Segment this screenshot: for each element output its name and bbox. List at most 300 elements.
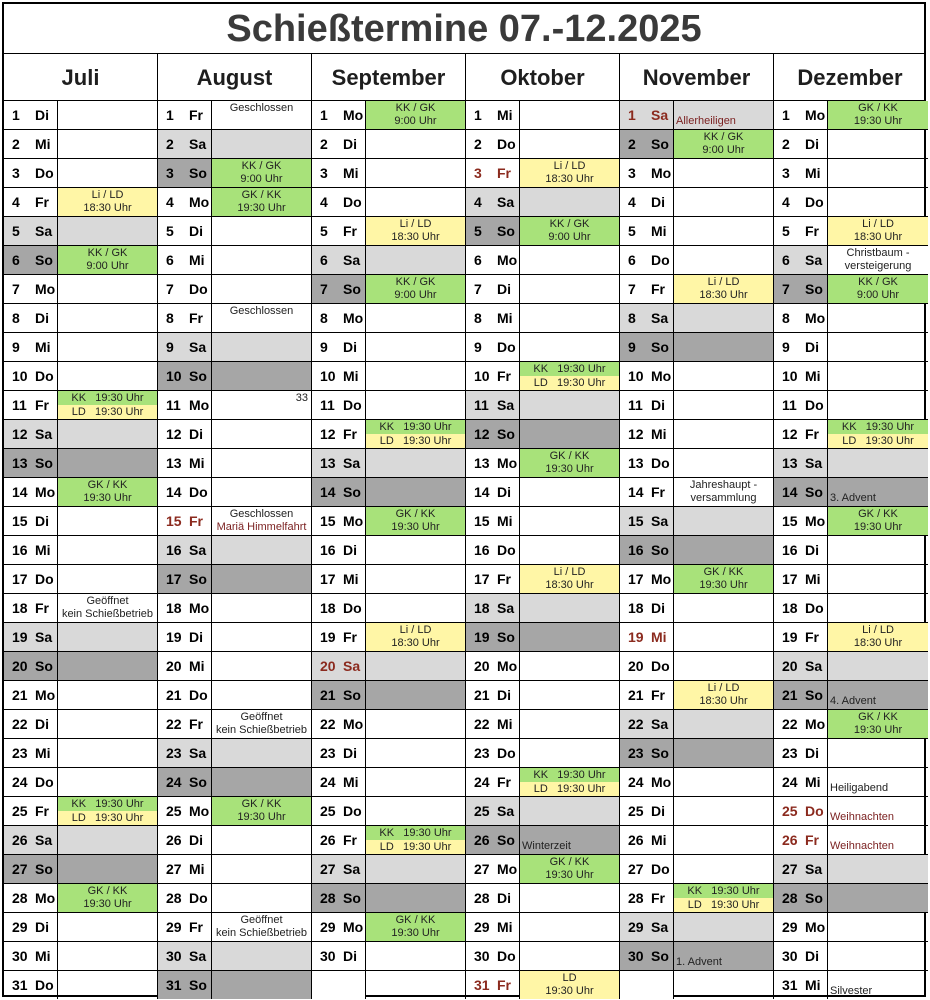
day-number: 26 [628, 832, 644, 848]
event-cell [828, 536, 928, 564]
weekday: Mi [805, 571, 821, 587]
day-row [4, 681, 158, 710]
event-cell [520, 913, 620, 941]
weekday: Di [805, 136, 819, 152]
day-number: 30 [166, 948, 182, 964]
weekday: So [497, 223, 515, 239]
day-cell [620, 884, 674, 912]
day-number: 7 [12, 281, 20, 297]
day-number: 28 [320, 890, 336, 906]
event-cell [828, 826, 928, 854]
day-cell [774, 710, 828, 738]
day-number: 5 [474, 223, 482, 239]
day-number: 4 [320, 194, 328, 210]
day-cell [466, 710, 520, 738]
event-cell [212, 362, 312, 390]
event-cell [674, 391, 774, 419]
event-cell [674, 420, 774, 448]
weekday: Do [805, 397, 824, 413]
weekday: Di [497, 687, 511, 703]
weekday: Mi [343, 368, 359, 384]
day-row [4, 217, 158, 246]
event-cell [520, 130, 620, 158]
weekday: So [651, 136, 669, 152]
event-cell [520, 159, 620, 187]
day-row [158, 768, 312, 797]
day-cell [312, 275, 366, 303]
event-cell [58, 826, 158, 854]
weekday: Mi [805, 977, 821, 993]
event-cell [58, 681, 158, 709]
event-text: versammlung [690, 492, 757, 504]
day-number: 8 [320, 310, 328, 326]
day-cell [158, 391, 212, 419]
day-row [4, 420, 158, 449]
day-number: 1 [782, 107, 790, 123]
day-number: 25 [166, 803, 182, 819]
day-row [620, 565, 774, 594]
weekday: So [189, 977, 207, 993]
event-cell [212, 420, 312, 448]
day-row [312, 275, 466, 304]
event-text: 9:00 Uhr [702, 144, 745, 156]
day-cell [774, 652, 828, 680]
day-number: 29 [12, 919, 28, 935]
day-number: 30 [12, 948, 28, 964]
day-cell [4, 594, 58, 622]
day-number: 3 [320, 165, 328, 181]
event-cell [58, 884, 158, 912]
day-cell [312, 594, 366, 622]
day-row [312, 246, 466, 275]
event-cell [366, 913, 466, 941]
day-row [312, 884, 466, 913]
month-column-september [312, 101, 466, 997]
weekday: Do [343, 600, 362, 616]
event-cell [674, 449, 774, 477]
day-number: 24 [166, 774, 182, 790]
event-cell [828, 449, 928, 477]
weekday: Mi [497, 310, 513, 326]
event-cell [520, 884, 620, 912]
day-cell [774, 391, 828, 419]
event-cell [828, 275, 928, 303]
weekday: Sa [343, 861, 361, 877]
event-cell [366, 942, 466, 970]
day-cell [158, 478, 212, 506]
event-cell [366, 884, 466, 912]
day-cell [312, 188, 366, 216]
event-note: 3. Advent [830, 492, 876, 504]
day-cell [158, 768, 212, 796]
event-cell [366, 188, 466, 216]
event-cell [520, 188, 620, 216]
event-cell [366, 478, 466, 506]
weekday: Mo [189, 803, 210, 819]
event-cell [366, 826, 466, 854]
event-cell [674, 971, 774, 999]
day-cell [620, 159, 674, 187]
event-text: 19:30 Uhr [391, 521, 440, 533]
day-row [158, 449, 312, 478]
day-number: 5 [12, 223, 20, 239]
day-row [774, 130, 928, 159]
month-header-dezember: Dezember [774, 54, 926, 101]
event-text: Geöffnet [240, 914, 283, 926]
day-number: 22 [782, 716, 798, 732]
day-row [774, 623, 928, 652]
day-row [620, 594, 774, 623]
weekday: Fr [805, 426, 819, 442]
day-row [466, 391, 620, 420]
day-number: 12 [628, 426, 644, 442]
day-cell [620, 826, 674, 854]
event-cell [58, 159, 158, 187]
day-cell [4, 913, 58, 941]
day-number: 23 [474, 745, 490, 761]
day-number: 19 [320, 629, 336, 645]
weekday: Do [805, 194, 824, 210]
day-cell [4, 333, 58, 361]
event-cell [674, 710, 774, 738]
month-column-oktober [466, 101, 620, 997]
weekday: Sa [343, 252, 361, 268]
day-cell [774, 420, 828, 448]
event-cell [828, 652, 928, 680]
event-cell [58, 594, 158, 622]
day-cell [466, 652, 520, 680]
day-row [774, 217, 928, 246]
day-number: 25 [474, 803, 490, 819]
weekday: Di [35, 107, 49, 123]
weekday: Mi [343, 165, 359, 181]
day-number: 2 [474, 136, 482, 152]
event-cell [828, 217, 928, 245]
day-row [620, 681, 774, 710]
day-row [158, 971, 312, 1000]
day-number: 10 [628, 368, 644, 384]
day-number: 1 [166, 107, 174, 123]
day-row [312, 217, 466, 246]
day-cell [312, 884, 366, 912]
day-cell [158, 275, 212, 303]
event-cell [674, 304, 774, 332]
event-text: GK / KK [241, 798, 282, 810]
weekday: So [805, 890, 823, 906]
weekday: Sa [805, 455, 823, 471]
day-row [312, 391, 466, 420]
weekday: So [189, 774, 207, 790]
day-number: 11 [320, 397, 335, 413]
weekday: So [651, 745, 669, 761]
event-cell [58, 362, 158, 390]
weekday: Do [343, 803, 362, 819]
event-text: 19:30 Uhr [83, 492, 132, 504]
day-cell [620, 797, 674, 825]
day-row [466, 826, 620, 855]
day-cell [4, 681, 58, 709]
day-number: 9 [320, 339, 328, 355]
page-title: Schießtermine 07.-12.2025 [4, 4, 924, 54]
day-row [774, 391, 928, 420]
day-cell [620, 130, 674, 158]
event-cell [58, 420, 158, 448]
event-text: kein Schießbetrieb [61, 608, 154, 620]
day-cell [774, 101, 828, 129]
day-cell [158, 217, 212, 245]
event-cell [366, 246, 466, 274]
day-row [466, 739, 620, 768]
day-row [774, 188, 928, 217]
month-column-juli [4, 101, 158, 997]
day-row [312, 855, 466, 884]
day-row [4, 565, 158, 594]
day-row [774, 913, 928, 942]
weekday: Fr [343, 629, 357, 645]
day-row [4, 942, 158, 971]
weekday: Di [497, 484, 511, 500]
event-text: KK / GK [858, 276, 898, 288]
day-row [620, 304, 774, 333]
day-number: 20 [166, 658, 182, 674]
day-number: 10 [12, 368, 28, 384]
event-note: Allerheiligen [676, 115, 736, 127]
event-cell [828, 420, 928, 448]
event-cell [674, 507, 774, 535]
day-cell [774, 594, 828, 622]
weekday: Di [805, 745, 819, 761]
day-row [158, 797, 312, 826]
weekday: Mo [651, 368, 672, 384]
weekday: So [35, 861, 53, 877]
day-cell [4, 710, 58, 738]
day-number: 6 [166, 252, 174, 268]
day-row [158, 159, 312, 188]
day-number: 10 [166, 368, 182, 384]
day-row [312, 101, 466, 130]
weekday: Sa [343, 658, 361, 674]
event-cell [212, 942, 312, 970]
weekday: Di [343, 542, 357, 558]
event-text: Mariä Himmelfahrt [216, 521, 307, 533]
day-row [4, 478, 158, 507]
day-number: 5 [166, 223, 174, 239]
weekday: Do [343, 194, 362, 210]
day-row [466, 681, 620, 710]
event-cell [212, 246, 312, 274]
event-text: 18:30 Uhr [545, 579, 594, 591]
day-row [158, 855, 312, 884]
day-number: 8 [166, 310, 174, 326]
day-number: 3 [474, 165, 482, 181]
event-text: 9:00 Uhr [394, 115, 437, 127]
day-cell [4, 739, 58, 767]
event-cell [520, 362, 620, 390]
day-cell [4, 159, 58, 187]
event-text: kein Schießbetrieb [215, 927, 308, 939]
day-cell [466, 739, 520, 767]
weekday: Mi [651, 832, 667, 848]
event-cell [520, 942, 620, 970]
weekday: So [35, 252, 53, 268]
event-cell [58, 333, 158, 361]
event-line: KK 19:30 Uhr [58, 391, 157, 405]
day-number: 13 [12, 455, 28, 471]
weekday: Fr [651, 484, 665, 500]
day-row [158, 710, 312, 739]
day-row [774, 739, 928, 768]
day-number: 1 [12, 107, 20, 123]
day-cell [620, 275, 674, 303]
day-cell [466, 275, 520, 303]
day-number: 18 [12, 600, 28, 616]
day-cell [158, 913, 212, 941]
day-number: 29 [628, 919, 644, 935]
weekday: Fr [189, 919, 203, 935]
day-number: 3 [166, 165, 174, 181]
weekday: Mo [651, 571, 672, 587]
event-cell [828, 768, 928, 796]
day-number: 28 [782, 890, 798, 906]
weekday: Mi [189, 455, 205, 471]
day-number: 9 [628, 339, 636, 355]
event-line: LD 19:30 Uhr [58, 811, 157, 825]
event-line: LD 19:30 Uhr [366, 840, 465, 854]
day-cell [312, 855, 366, 883]
day-number: 15 [782, 513, 798, 529]
day-row [312, 478, 466, 507]
event-text: 19:30 Uhr [237, 811, 286, 823]
day-number: 7 [628, 281, 636, 297]
day-cell [774, 188, 828, 216]
day-number: 31 [474, 977, 490, 993]
day-cell [620, 594, 674, 622]
weekday: Sa [189, 136, 207, 152]
day-row [312, 188, 466, 217]
day-cell [158, 826, 212, 854]
event-text: 18:30 Uhr [545, 173, 594, 185]
event-cell [674, 768, 774, 796]
weekday: Fr [497, 165, 511, 181]
day-cell [158, 681, 212, 709]
weekday: Sa [497, 194, 515, 210]
event-line: KK 19:30 Uhr [520, 362, 619, 376]
day-cell [466, 884, 520, 912]
weekday: Sa [497, 600, 515, 616]
day-row [312, 362, 466, 391]
event-note: 1. Advent [676, 956, 722, 968]
weekday: Sa [805, 861, 823, 877]
weekday: Di [343, 339, 357, 355]
day-number: 5 [782, 223, 790, 239]
day-cell [312, 623, 366, 651]
day-row [466, 855, 620, 884]
day-row [620, 217, 774, 246]
day-number: 4 [474, 194, 482, 210]
weekday: Do [651, 658, 670, 674]
weekday: Di [805, 948, 819, 964]
weekday: Mi [343, 571, 359, 587]
event-text: Li / LD [399, 218, 432, 230]
day-cell [620, 217, 674, 245]
day-row [4, 275, 158, 304]
event-cell [520, 217, 620, 245]
day-row [466, 768, 620, 797]
day-cell [4, 623, 58, 651]
weekday: Fr [497, 977, 511, 993]
day-cell [774, 159, 828, 187]
day-cell [312, 710, 366, 738]
event-cell [366, 449, 466, 477]
event-cell [828, 391, 928, 419]
day-cell [4, 362, 58, 390]
day-row [158, 362, 312, 391]
event-cell [58, 101, 158, 129]
event-cell [366, 391, 466, 419]
weekday: Do [35, 165, 54, 181]
weekday: Mi [651, 426, 667, 442]
day-row [4, 159, 158, 188]
day-row [158, 942, 312, 971]
event-cell [58, 913, 158, 941]
event-text: 9:00 Uhr [856, 289, 900, 301]
weekday: So [189, 571, 207, 587]
day-row [4, 797, 158, 826]
day-number: 27 [782, 861, 798, 877]
day-row [158, 275, 312, 304]
weekday: Mi [651, 223, 667, 239]
event-cell [366, 507, 466, 535]
weekday: So [189, 368, 207, 384]
day-cell [312, 101, 366, 129]
day-row [312, 536, 466, 565]
event-cell [674, 884, 774, 912]
event-cell [212, 768, 312, 796]
weekday: Sa [189, 339, 207, 355]
weekday: Fr [651, 687, 665, 703]
day-row [466, 536, 620, 565]
weekday: Mo [343, 513, 364, 529]
event-cell [58, 536, 158, 564]
weekday: Mi [35, 339, 51, 355]
event-cell [674, 246, 774, 274]
day-row [620, 536, 774, 565]
day-cell [4, 420, 58, 448]
weekday: Di [497, 281, 511, 297]
weekday: Fr [189, 513, 203, 529]
day-number: 21 [782, 687, 798, 703]
day-cell [158, 101, 212, 129]
event-cell [520, 768, 620, 796]
month-header-row [4, 54, 924, 101]
day-row [158, 652, 312, 681]
weekday: Di [805, 339, 819, 355]
day-number: 15 [320, 513, 336, 529]
day-number: 23 [628, 745, 644, 761]
day-number: 11 [12, 397, 27, 413]
day-row [774, 768, 928, 797]
day-row [774, 652, 928, 681]
day-number: 8 [12, 310, 20, 326]
day-number: 14 [12, 484, 28, 500]
day-number: 29 [166, 919, 182, 935]
event-cell [828, 739, 928, 767]
day-cell [4, 942, 58, 970]
day-row [620, 884, 774, 913]
event-cell [212, 565, 312, 593]
event-cell [674, 681, 774, 709]
day-number: 26 [320, 832, 336, 848]
